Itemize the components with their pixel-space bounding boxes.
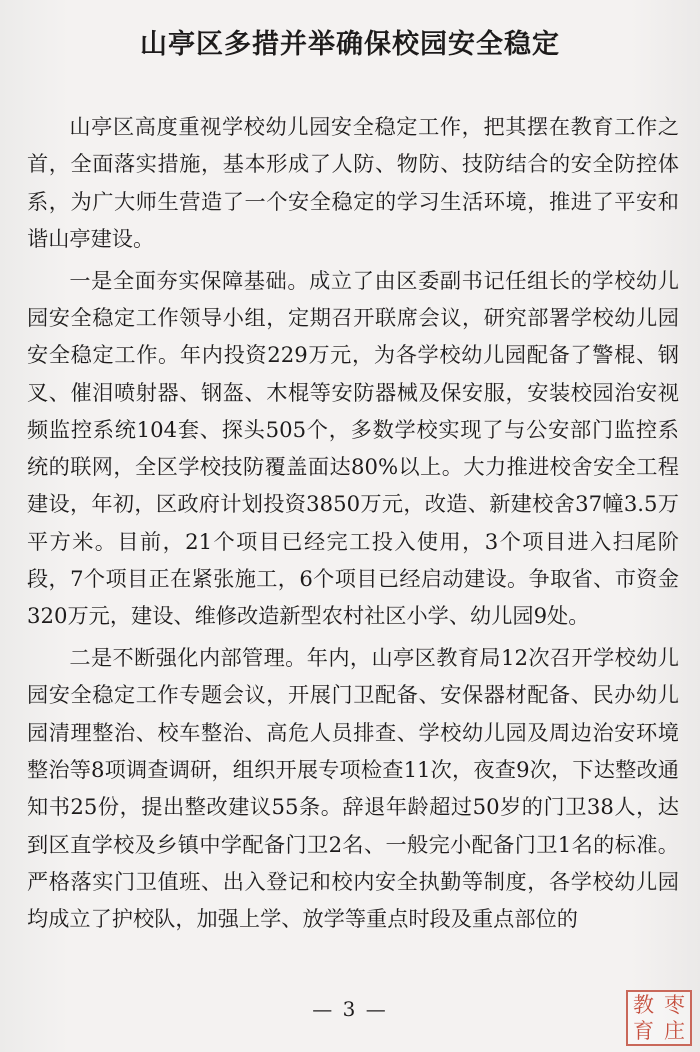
stamp-char: 枣: [664, 992, 685, 1017]
stamp-char: 教: [633, 992, 654, 1017]
stamp-char: 庄: [664, 1018, 685, 1043]
paragraph-intro: 山亭区高度重视学校幼儿园安全稳定工作，把其摆在教育工作之首，全面落实措施，基本形成了人防、物防、技防结合的安全防控体系，为广大师生营造了一个安全稳定的学习生活环境，推进了平安和谐山亭建设。: [27, 114, 679, 251]
page-number: — 3 —: [312, 997, 388, 1021]
paragraph-section-one: 一是全面夯实保障基础。成立了由区委副书记任组长的学校幼儿园安全稳定工作领导小组，定期召开联席会议，研究部署学校幼儿园安全稳定工作。年内投资229万元，为各学校幼儿园配备了警棍、钢叉、催泪喷射器、钢盔、木棍等安防器械及保安服，安装校园治安视频监控系统104套、探头505个，多数学校实现了与公安部门监控系统的联网，全区学校技防覆盖面达80%以上。大力推进校舍安全工程建设，年初，区政府计划投资3850万元，改造、新建校舍37幢3.5万平方米。目前，21个项目已经完工投入使用，3个项目进入扫尾阶段，7个项目正在紧张施工，6个项目已经启动建设。争取省、市资金320万元，建设、维修改造新型农村社区小学、幼儿园9处。: [27, 267, 679, 629]
red-seal-stamp: [626, 990, 692, 1046]
stamp-char: 育: [633, 1018, 654, 1043]
document-title: 山亭区多措并举确保校园安全稳定: [140, 29, 560, 60]
paragraph-section-two: 二是不断强化内部管理。年内，山亭区教育局12次召开学校幼儿园安全稳定工作专题会议，开展门卫配备、安保器材配备、民办幼儿园清理整治、校车整治、高危人员排查、学校幼儿园及周边治安环境整治等8项调查调研，组织开展专项检查11次，夜查9次，下达整改通知书25份，提出整改建议55条。辞退年龄超过50岁的门卫38人，达到区直学校及乡镇中学配备门卫2名、一般完小配备门卫1名的标准。严格落实门卫值班、出入登记和校内安全执勤等制度，各学校幼儿园均成立了护校队，加强上学、放学等重点时段及重点部位的: [27, 645, 679, 932]
document-body: [27, 108, 679, 942]
